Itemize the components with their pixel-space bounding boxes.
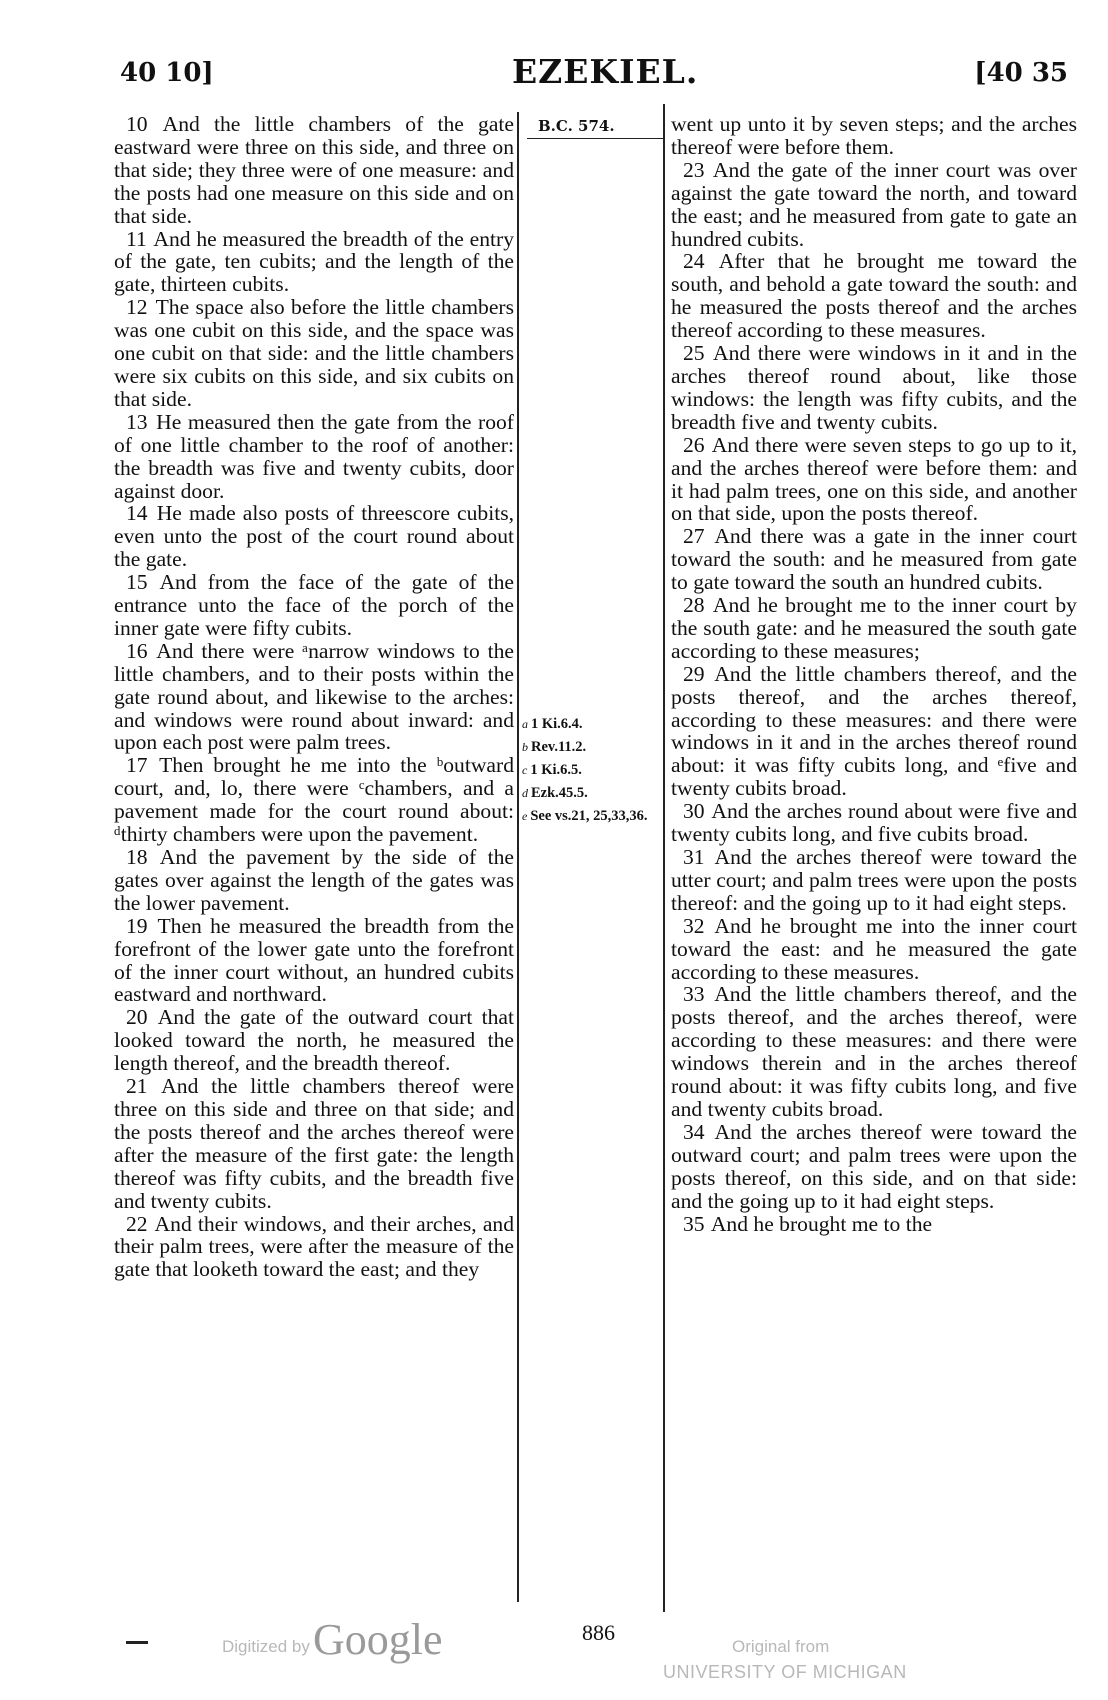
verse-text: And the gate of the inner court was over against the gate toward the north, and toward the east; and he measured from gate to gate an hundred cubits. bbox=[671, 157, 1077, 251]
google-logo: Google bbox=[313, 1615, 443, 1664]
margin-references bbox=[522, 713, 662, 828]
verse bbox=[114, 754, 514, 846]
verse bbox=[671, 594, 1077, 663]
verse-text: And the arches thereof were toward the utter court; and palm trees were upon the posts thereof: and the going up to it had eight steps. bbox=[671, 845, 1077, 915]
verse-number: 28 bbox=[683, 593, 705, 618]
verse bbox=[671, 434, 1077, 526]
margin-reference bbox=[522, 713, 662, 736]
left-text-column bbox=[114, 113, 514, 1281]
verse bbox=[114, 915, 514, 1007]
verse-text: And the little chambers of the gate eastward were three on this side, and three on that side; they three were of one measure: and the posts had one measure on this side and on that side. bbox=[114, 112, 514, 228]
verse bbox=[671, 800, 1077, 846]
verse-number: 26 bbox=[683, 432, 705, 457]
verse-text: And the pavement by the side of the gates over against the length of the gates was the lower pavement. bbox=[114, 845, 514, 915]
verse-number: 10 bbox=[126, 112, 148, 136]
original-from-label: Original from bbox=[732, 1637, 830, 1656]
verse bbox=[671, 846, 1077, 915]
margin-reference bbox=[522, 736, 662, 759]
reference-letter: b bbox=[522, 740, 528, 754]
verse-number: 29 bbox=[683, 661, 705, 686]
verse-text: And there was a gate in the inner court toward the south: and he measured from gate to gate toward the south an hundred cubits. bbox=[671, 524, 1078, 595]
verse-number: 22 bbox=[126, 1211, 148, 1236]
verse-text: Then brought he me into the ᵇoutward court, and, lo, there were ᶜchambers, and a pavement made for the court round about: ᵈthirty chambers were upon the pavement. bbox=[114, 753, 514, 847]
verse bbox=[114, 640, 514, 755]
verse-number: 13 bbox=[126, 409, 148, 434]
verse-number: 21 bbox=[126, 1074, 148, 1099]
verse-text: And the little chambers thereof, and the posts thereof, and the arches thereof, according to these measures: and there were windows in it and in the arches thereof round about: it was fifty cubits long, and ᵉfive and twenty cubits broad. bbox=[671, 661, 1077, 801]
verse bbox=[671, 1213, 1077, 1236]
verse-number: 12 bbox=[126, 295, 148, 320]
verse-text: And he brought me into the inner court toward the east: and he measured the gate according to these measures. bbox=[671, 913, 1077, 984]
verse-number: 35 bbox=[683, 1211, 705, 1236]
verse-number: 16 bbox=[126, 638, 148, 663]
verse-text: And there were seven steps to go up to it, and the arches thereof were before them: and it had palm trees, one on this side, and another on that side, upon the posts thereof. bbox=[671, 432, 1077, 526]
reference-letter: c bbox=[522, 763, 528, 777]
verse bbox=[671, 342, 1077, 434]
reference-text: Ezk.45.5. bbox=[531, 785, 588, 801]
verse-text: Then he measured the breadth from the forefront of the lower gate unto the forefront of the inner court without, an hundred cubits eastward and northward. bbox=[114, 913, 514, 1007]
university-label: UNIVERSITY OF MICHIGAN bbox=[663, 1662, 907, 1682]
verse bbox=[671, 915, 1077, 984]
column-divider-right bbox=[663, 104, 665, 1612]
page-header bbox=[0, 48, 1108, 98]
verse bbox=[114, 1006, 514, 1075]
verse-number: 27 bbox=[683, 524, 705, 549]
header-right-reference: [40 35 bbox=[974, 58, 1068, 88]
date-note: B.C. 574. bbox=[538, 117, 615, 135]
verse-text: And from the face of the gate of the entrance unto the face of the porch of the inner gate were fifty cubits. bbox=[114, 570, 514, 640]
verse-text: And the little chambers thereof were three on this side and three on that side; and the posts thereof and the arches thereof were after the measure of the first gate: the length thereof was fifty cubits, and the breadth five and twenty cubits. bbox=[114, 1074, 514, 1213]
verse-number: 23 bbox=[683, 157, 705, 182]
verse-text: And the arches round about were five and twenty cubits long, and five cubits broad. bbox=[671, 799, 1077, 847]
reference-letter: e bbox=[522, 809, 528, 823]
verse-text: He measured then the gate from the roof of one little chamber to the roof of another: the breadth was five and twenty cubits, door against door. bbox=[114, 409, 514, 503]
book-title: EZEKIEL. bbox=[512, 52, 699, 91]
verse-number: 31 bbox=[683, 845, 705, 869]
reference-text: See vs.21, 25,33,36. bbox=[530, 808, 648, 824]
page-number: 886 bbox=[582, 1620, 615, 1645]
right-text-column bbox=[671, 113, 1077, 1235]
verse bbox=[114, 1213, 514, 1282]
verse-number: 33 bbox=[683, 982, 705, 1007]
verse-number: 11 bbox=[126, 226, 147, 251]
verse bbox=[114, 846, 514, 915]
verse-number: 30 bbox=[683, 799, 705, 824]
verse bbox=[671, 525, 1077, 594]
margin-reference bbox=[522, 782, 662, 805]
verse-text: And the arches thereof were toward the outward court; and palm trees were upon the posts thereof, on this side, and on that side: and the going up to it had eight steps. bbox=[671, 1119, 1077, 1213]
verse-number: 34 bbox=[683, 1119, 705, 1144]
verse-text: The space also before the little chambers was one cubit on this side, and the space was one cubit on that side: and the little chambers were six cubits on this side, and six cubits on that side. bbox=[114, 295, 515, 411]
verse-number: 32 bbox=[683, 913, 705, 938]
verse-text: And there were windows in it and in the arches thereof round about, like those windows: the length was fifty cubits, and the breadth five and twenty cubits. bbox=[671, 341, 1077, 434]
date-underline bbox=[527, 138, 663, 139]
verse-number: 20 bbox=[126, 1005, 148, 1030]
reference-text: Rev.11.2. bbox=[531, 739, 587, 755]
verse-text: And their windows, and their arches, and their palm trees, were after the measure of the gate that looketh toward the east; and they bbox=[114, 1211, 514, 1282]
verse bbox=[671, 159, 1077, 251]
reference-text: 1 Ki.6.4. bbox=[531, 716, 583, 732]
verse bbox=[114, 1075, 514, 1212]
verse bbox=[114, 411, 514, 503]
verse bbox=[671, 663, 1077, 800]
verse-text: He made also posts of threescore cubits, even unto the post of the court round about the gate. bbox=[114, 501, 514, 572]
ink-smudge bbox=[126, 1641, 148, 1644]
verse-number: 19 bbox=[126, 913, 148, 938]
margin-reference bbox=[522, 805, 662, 828]
verse-text: After that he brought me toward the south, and behold a gate toward the south: and he measured the posts thereof and the arches thereof according to these measures. bbox=[671, 249, 1077, 343]
verse bbox=[671, 983, 1077, 1120]
verse-text: And he brought me to the bbox=[710, 1211, 933, 1236]
verse-text: And there were ᵃnarrow windows to the little chambers, and to their posts within the gate round about, and likewise to the arches: and windows were round about inward: and upon each post were palm trees. bbox=[114, 638, 514, 755]
digitized-by-label: Digitized by bbox=[222, 1637, 310, 1656]
verse bbox=[671, 113, 1077, 159]
verse bbox=[114, 113, 514, 228]
verse bbox=[114, 296, 514, 411]
column-divider-left bbox=[517, 112, 519, 1602]
reference-letter: a bbox=[522, 717, 528, 731]
verse-text: And he brought me to the inner court by the south gate: and he measured the south gate according to these measures; bbox=[671, 593, 1077, 663]
verse bbox=[671, 1121, 1077, 1213]
reference-text: 1 Ki.6.5. bbox=[530, 762, 582, 778]
verse bbox=[114, 502, 514, 571]
verse-text: And the gate of the outward court that looked toward the north, he measured the length thereof, and the breadth thereof. bbox=[114, 1005, 514, 1076]
verse bbox=[114, 571, 514, 640]
verse-number: 14 bbox=[126, 501, 148, 526]
verse-number: 17 bbox=[126, 753, 148, 778]
verse-number: 18 bbox=[126, 845, 148, 869]
verse-text: And he measured the breadth of the entry of the gate, ten cubits; and the length of the gate, thirteen cubits. bbox=[114, 226, 514, 297]
verse-text: went up unto it by seven steps; and the arches thereof were before them. bbox=[671, 112, 1077, 159]
verse bbox=[671, 250, 1077, 342]
verse-number: 15 bbox=[126, 570, 148, 595]
header-left-reference: 40 10] bbox=[120, 58, 214, 88]
reference-letter: d bbox=[522, 786, 528, 800]
verse-number: 25 bbox=[683, 341, 705, 366]
margin-reference bbox=[522, 759, 662, 782]
verse bbox=[114, 228, 514, 297]
verse-number: 24 bbox=[683, 249, 705, 274]
verse-text: And the little chambers thereof, and the posts thereof, and the arches thereof, were according to these measures: and there were windows therein and in the arches thereof round about: it was fifty cubits long, and five and twenty cubits broad. bbox=[671, 982, 1077, 1121]
